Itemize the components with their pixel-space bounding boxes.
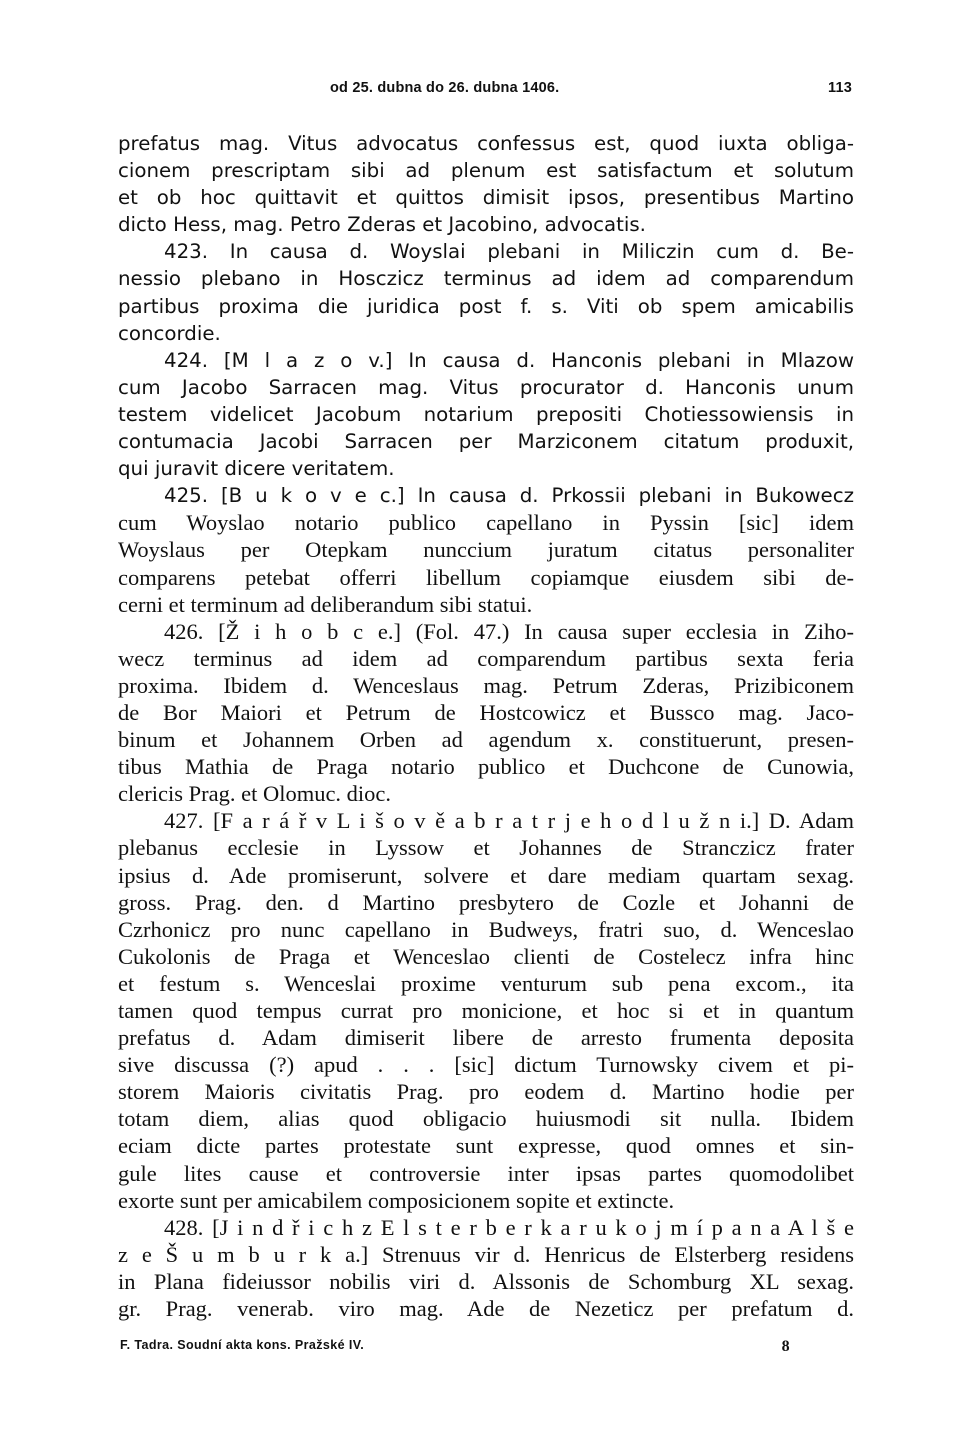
text-line: sive discussa (?) apud . . . [sic] dictum Turnowsky civem et pi-	[118, 1052, 854, 1078]
running-head	[118, 80, 854, 112]
text-line: ipsius d. Ade promiserunt, solvere et dare mediam quartam sexag.	[118, 862, 854, 888]
text-line: gr. Prag. venerab. viro mag. Ade de Nezeticz per prefatum d.	[118, 1296, 854, 1322]
text-line: exorte sunt per amicabilem composicionem sopite et extincte.	[118, 1187, 675, 1213]
text-line: storem Maioris civitatis Prag. pro eodem d. Martino hodie per	[118, 1079, 854, 1105]
text-line: cum Woyslao notario publico capellano in Pyssin [sic] idem	[118, 510, 854, 536]
text-line: prefatus d. Adam dimiserit libere de arresto frumenta deposita	[118, 1025, 854, 1051]
text-line: 423. In causa d. Woyslai plebani in Miliczin cum d. Be-	[164, 240, 854, 264]
text-line: proxima. Ibidem d. Wenceslaus mag. Petrum Zderas, Prizibiconem	[118, 672, 854, 698]
text-line: Cukolonis de Praga et Wenceslao clienti de Costelecz infra hinc	[118, 943, 854, 969]
text-line: comparens petebat offerri libellum copiamque eiusdem sibi de-	[118, 564, 854, 590]
text-line: partibus proxima die juridica post f. s. Viti ob spem amicabilis	[118, 294, 854, 318]
text-line: eciam dicte partes protestate sunt expresse, quod omnes et sin-	[118, 1133, 854, 1159]
text-line: in Plana fideiussor nobilis viri d. Alssonis de Schomburg XL sexag.	[118, 1268, 854, 1294]
text-line: 426. [Ž i h o b c e.] (Fol. 47.) In causa super ecclesia in Ziho-	[164, 618, 854, 644]
text-line: plebanus ecclesie in Lyssow et Johannes de Stranczicz frater	[118, 835, 854, 861]
text-line: testem videlicet Jacobum notarium prepositi Chotiessowiensis in	[118, 402, 854, 426]
text-line: Woyslaus per Otepkam nunccium juratum citatus personaliter	[118, 537, 854, 563]
text-line: et festum s. Wenceslai proxime venturum sub pena excom., ita	[118, 970, 854, 996]
text-line: wecz terminus ad idem ad comparendum partibus sexta feria	[118, 645, 854, 671]
text-line: tibus Mathia de Praga notario publico et Duchcone de Cunowia,	[118, 754, 854, 780]
text-line: contumacia Jacobi Sarracen per Marziconem citatum produxit,	[118, 430, 854, 454]
text-line: 427. [F a r á ř v L i š o v ě a b r a t r j e h o d l u ž n i.] D. Adam	[164, 808, 854, 834]
text-line: cionem prescriptam sibi ad plenum est satisfactum et solutum	[118, 159, 854, 183]
footer	[120, 1338, 790, 1356]
text-block	[118, 130, 854, 1322]
text-line: prefatus mag. Vitus advocatus confessus est, quod iuxta obliga-	[118, 132, 854, 155]
running-head-title: od 25. dubna do 26. dubna 1406.	[330, 80, 560, 96]
page-number: 113	[828, 80, 852, 96]
text-line: concordie.	[118, 321, 221, 345]
text-line: gross. Prag. den. d Martino presbytero de Cozle et Johanni de	[118, 889, 854, 915]
text-line: Czrhonicz pro nunc capellano in Budweys, fratri suo, d. Wenceslao	[118, 916, 854, 942]
text-line: binum et Johannem Orben ad agendum x. constituerunt, presen-	[118, 727, 854, 753]
page	[118, 80, 854, 1322]
text-line: 424. [M l a z o v.] In causa d. Hanconis plebani in Mlazow	[164, 348, 854, 372]
text-line: tamen quod tempus currat pro monicione, et hoc si et in quantum	[118, 998, 854, 1023]
text-line: clericis Prag. et Olomuc. dioc.	[118, 781, 392, 807]
text-line: qui juravit dicere veritatem.	[118, 457, 395, 481]
text-line: z e Š u m b u r k a.] Strenuus vir d. Henricus de Elsterberg residens	[118, 1241, 854, 1267]
text-line: et ob hoc quittavit et quittos dimisit ipsos, presentibus Martino	[118, 186, 854, 210]
text-line: totam diem, alias quod obligacio huiusmodi sit nulla. Ibidem	[118, 1106, 854, 1132]
text-line: de Bor Maiori et Petrum de Hostcowicz et Bussco mag. Jaco-	[118, 699, 854, 725]
footer-source: F. Tadra. Soudní akta kons. Pražské IV.	[120, 1338, 365, 1352]
footer-signature: 8	[781, 1338, 790, 1355]
text-line: 425. [B u k o v e c.] In causa d. Prkossii plebani in Bukowecz	[164, 484, 854, 508]
text-line: cerni et terminum ad deliberandum sibi statui.	[118, 591, 533, 617]
text-line: gule lites cause et controversie inter ipsas partes quomodolibet	[118, 1160, 854, 1186]
text-line: 428. [J i n d ř i c h z E l s t e r b e r k a r u k o j m í p a n a A l š e	[164, 1214, 854, 1240]
text-line: nessio plebano in Hosczicz terminus ad idem ad comparendum	[118, 267, 854, 291]
text-line: dicto Hess, mag. Petro Zderas et Jacobino, advocatis.	[118, 213, 646, 237]
text-line: cum Jacobo Sarracen mag. Vitus procurator d. Hanconis unum	[118, 375, 854, 399]
